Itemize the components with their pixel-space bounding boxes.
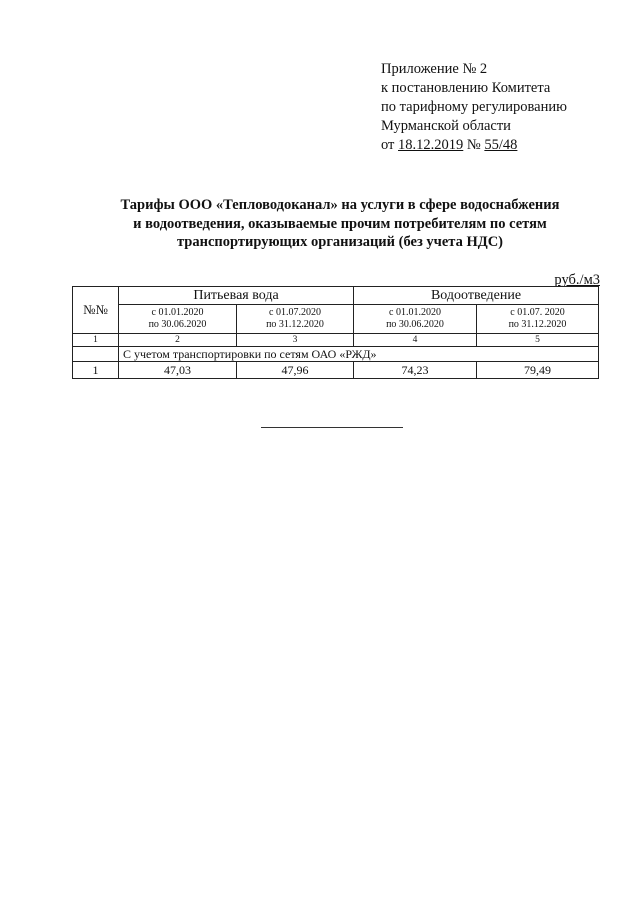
table-note-row xyxy=(73,347,599,362)
header-wastewater: Водоотведение xyxy=(354,287,599,305)
row-number: 1 xyxy=(73,362,119,379)
table-index-row xyxy=(73,334,599,347)
tariff-value: 47,96 xyxy=(237,362,354,379)
appendix-line: к постановлению Комитета xyxy=(381,80,551,96)
transport-note: С учетом транспортировки по сетям ОАО «РЖД» xyxy=(119,347,599,362)
table-row xyxy=(73,362,599,379)
number-sign: № xyxy=(466,137,485,153)
table-header-row xyxy=(73,287,599,305)
column-index: 5 xyxy=(477,334,599,347)
column-index: 3 xyxy=(237,334,354,347)
tariff-value: 47,03 xyxy=(119,362,237,379)
title-line: транспортирующих организаций (без учета НДС) xyxy=(176,234,504,250)
tariff-table xyxy=(72,286,599,379)
date-prefix: от xyxy=(381,137,399,153)
column-index: 4 xyxy=(354,334,477,347)
appendix-date-line xyxy=(381,136,567,155)
closing-rule xyxy=(261,427,403,428)
period-cell: с 01.01.2020 по 30.06.2020 xyxy=(354,305,477,334)
document-title xyxy=(60,196,620,252)
column-index: 1 xyxy=(73,334,119,347)
tariff-value: 74,23 xyxy=(354,362,477,379)
table-period-row xyxy=(73,305,599,334)
title-line: и водоотведения, оказываемые прочим потребителям по сетям xyxy=(133,215,547,232)
title-line: Тарифы ООО «Тепловодоканал» на услуги в сфере водоснабжения xyxy=(120,197,560,213)
column-index: 2 xyxy=(119,334,237,347)
period-cell: с 01.01.2020 по 30.06.2020 xyxy=(119,305,237,334)
appendix-title: Приложение № 2 xyxy=(381,61,488,77)
period-cell: с 01.07.2020 по 31.12.2020 xyxy=(237,305,354,334)
empty-cell xyxy=(73,347,119,362)
period-cell: с 01.07. 2020 по 31.12.2020 xyxy=(477,305,599,334)
appendix-line: по тарифному регулированию xyxy=(381,99,567,115)
tariff-value: 79,49 xyxy=(477,362,599,379)
unit-label: руб./м3 xyxy=(554,272,600,288)
appendix-line: Мурманской области xyxy=(381,118,511,134)
resolution-number: 55/48 xyxy=(484,137,518,153)
header-number: №№ xyxy=(73,287,119,334)
appendix-block xyxy=(381,60,567,155)
resolution-date: 18.12.2019 xyxy=(398,137,464,153)
header-drinking-water: Питьевая вода xyxy=(119,287,354,305)
